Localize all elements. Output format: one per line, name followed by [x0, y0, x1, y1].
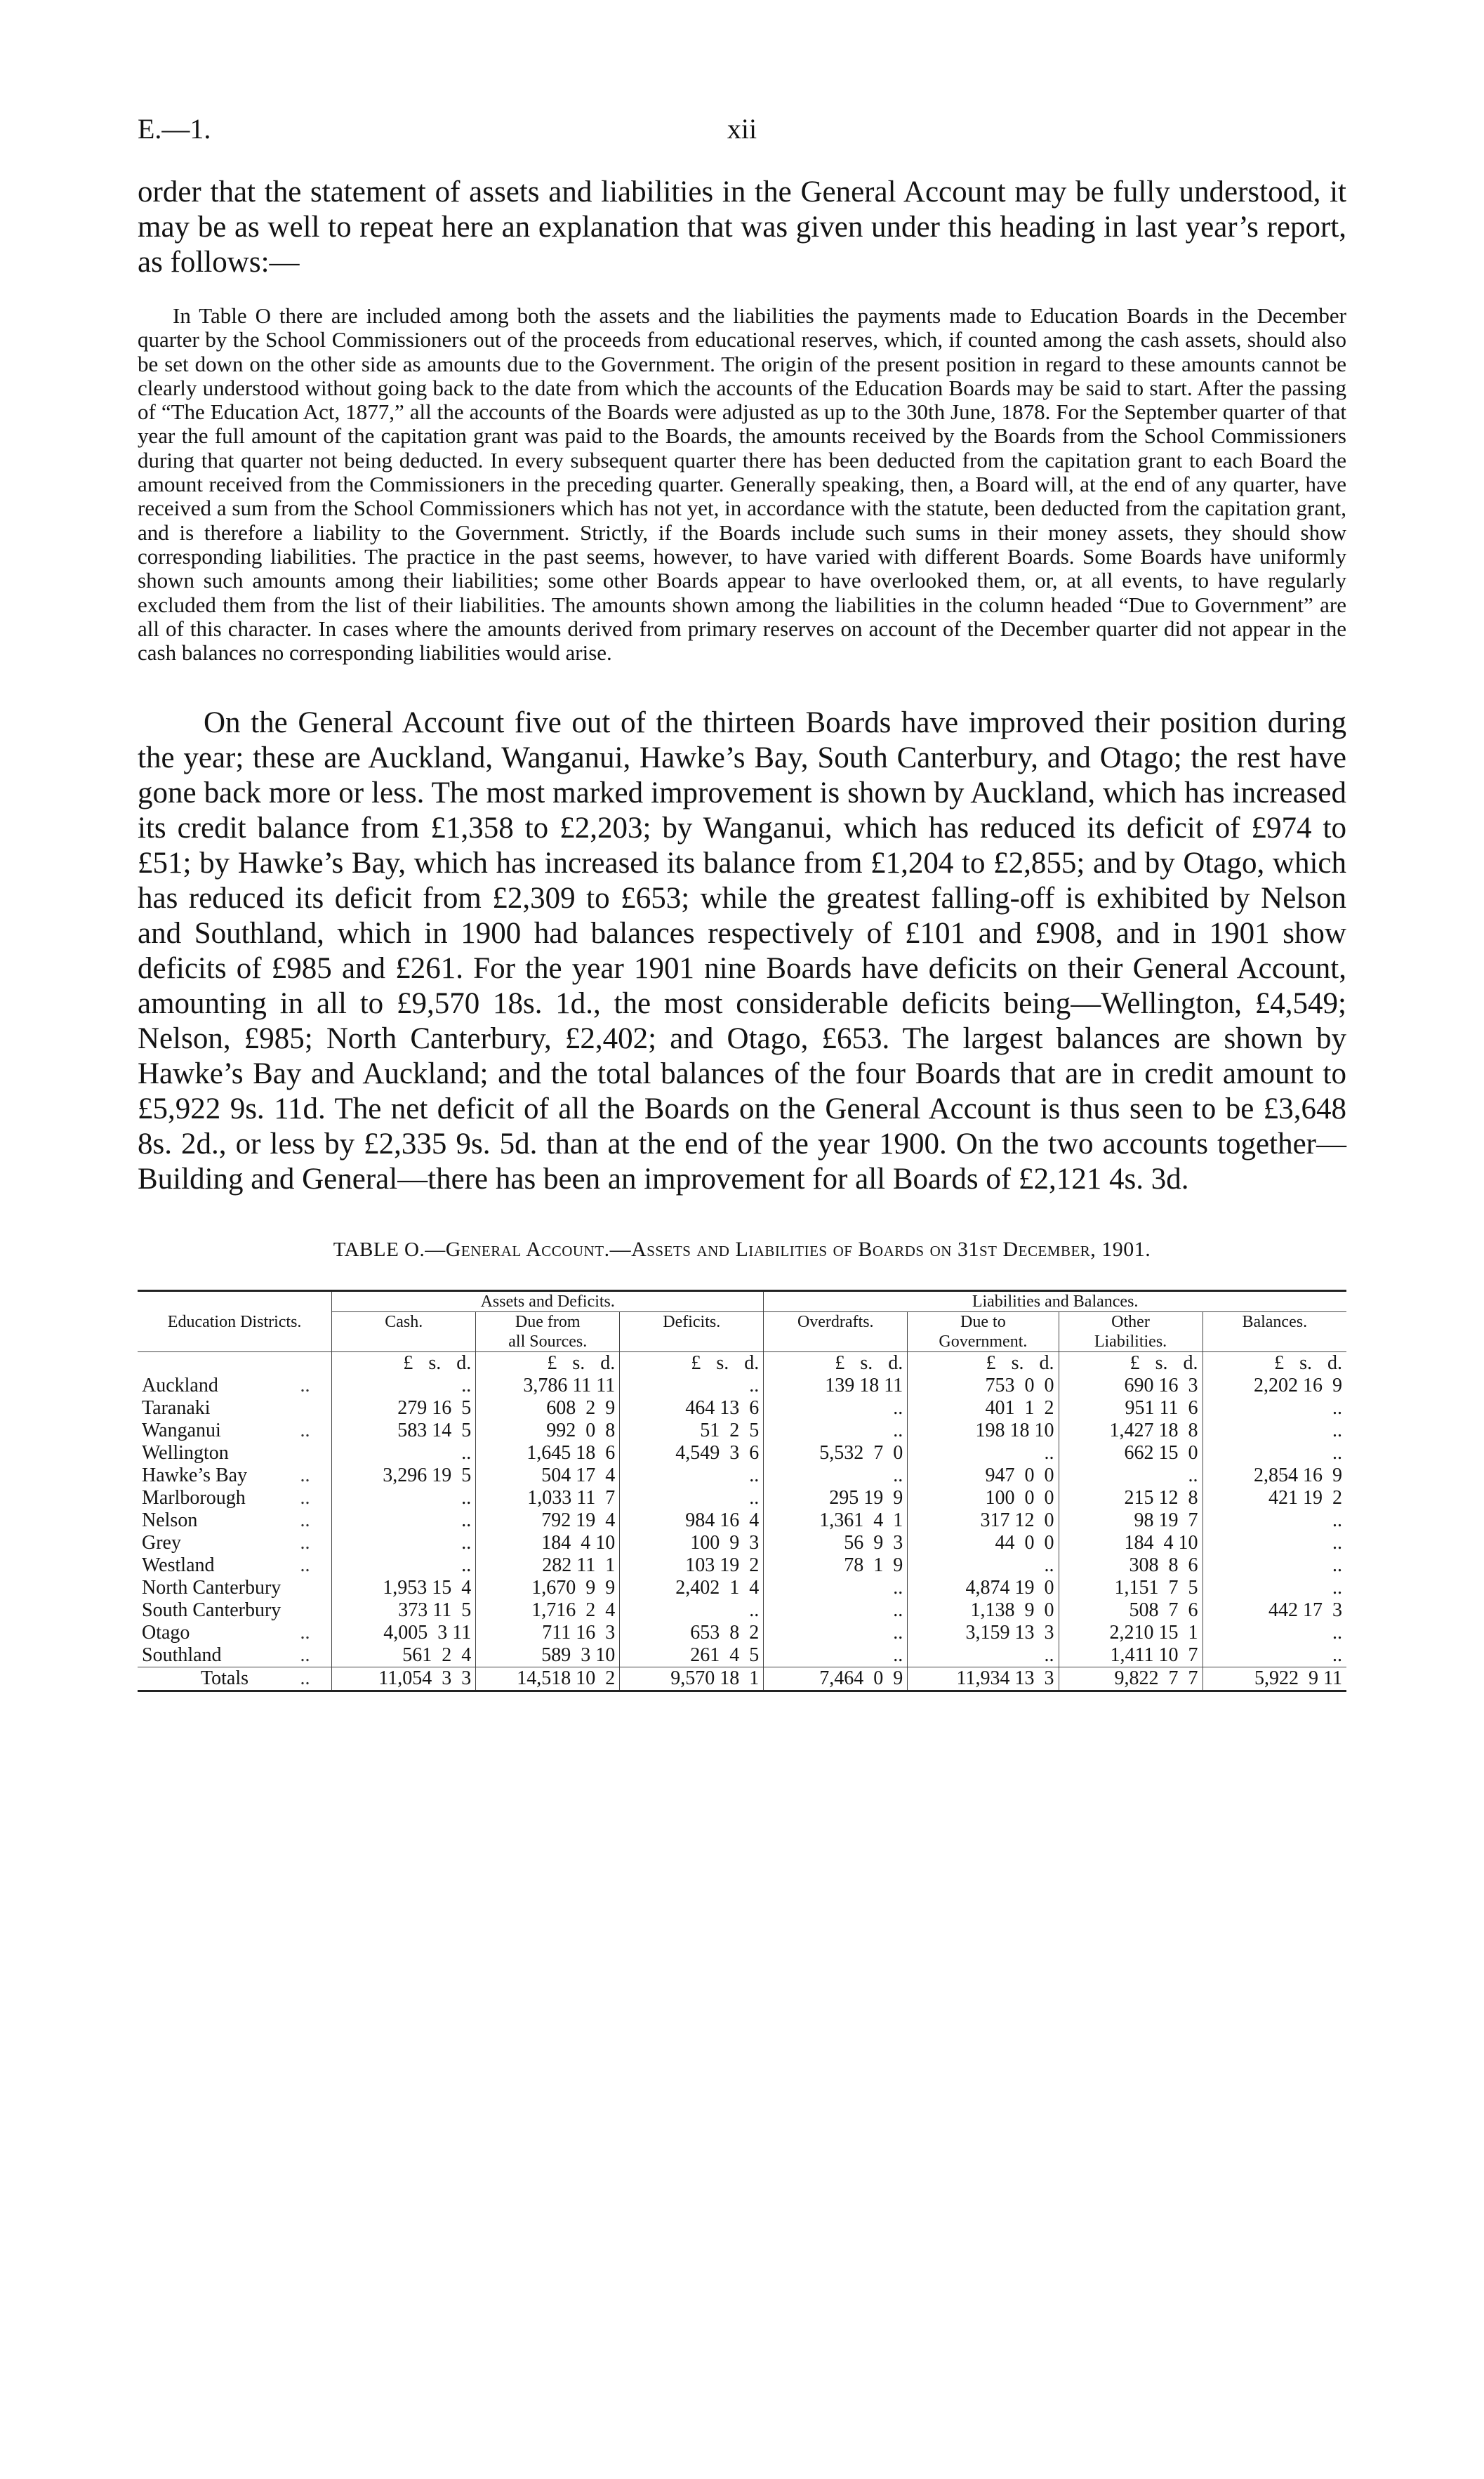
- district-name: North Canterbury: [142, 1577, 281, 1599]
- table-row: [138, 1622, 1346, 1644]
- unit-l: £: [403, 1352, 413, 1375]
- unit-l: £: [691, 1352, 701, 1375]
- table-row: [138, 1599, 1346, 1622]
- unit-s: s.: [572, 1352, 585, 1375]
- cell-overdrafts: 5,532 7 0: [764, 1442, 908, 1465]
- cell-due-from: 184 4 10: [476, 1532, 620, 1554]
- cell-balances: 2,202 16 9: [1203, 1375, 1346, 1397]
- cell-balances: ..: [1203, 1577, 1346, 1599]
- unit-d: d.: [888, 1352, 903, 1375]
- table-row: [138, 1577, 1346, 1599]
- table-row: [138, 1509, 1346, 1532]
- district-name: Westland: [142, 1554, 215, 1577]
- cell-due-to: ..: [908, 1644, 1059, 1667]
- district-name: Southland: [142, 1644, 222, 1667]
- quoted-explanation: In Table O there are included among both the assets and the liabilities the payments made to Education Boards in the December quarter by the School Commissioners out of the proceeds from educational reserves, which, if counted among the cash assets, should also be set down on the other side as amounts due to the Government. The origin of the present position in regard to these amounts cannot be clearly understood without going back to the date from which the accounts of the Education Boards may be said to start. After the passing of “The Education Act, 1877,” all the accounts of the Boards were adjusted as up to the 30th June, 1878. For the September quarter of that year the full amount of the capitation grant was paid to the Boards, the amounts received by the Boards from the School Commissioners during that quarter not being deducted. In every subsequent quarter there has been deducted from the capitation grant to each Board the amount received from the Commissioners in the preceding quarter. Generally speaking, then, a Board will, at the end of any quarter, have received a sum from the School Commissioners which has not yet, in accordance with the statute, been deducted from the capitation grant, and is therefore a liability to the Government. Strictly, if the Boards include such sums in their money assets, they should show corresponding liabilities. The practice in the past seems, however, to have varied with different Boards. Some Boards have uniformly shown such amounts among their liabilities; some other Boards appear to have overlooked them, or, at all events, to have regularly excluded them from the list of their liabilities. The amounts shown among the liabilities in the column headed “Due to Government” are all of this character. In cases where the amounts derived from primary reserves on account of the December quarter did not appear in the cash balances no corresponding liabilities would arise.: [138, 303, 1346, 666]
- cell-due-to: 947 0 0: [908, 1465, 1059, 1487]
- unit-l: £: [986, 1352, 996, 1375]
- document-reference: E.—1.: [138, 113, 211, 145]
- cell-overdrafts: ..: [764, 1644, 908, 1667]
- leader-dots: ..: [300, 1487, 310, 1509]
- unit-d: d.: [456, 1352, 472, 1375]
- general-account-paragraph: On the General Account five out of the thirteen Boards have improved their position during the year; these are Auckland, Wanganui, Hawke’s Bay, South Canterbury, and Otago; the rest have gone back more or less. The most marked improvement is shown by Auckland, which has increased its credit balance from £1,358 to £2,203; by Wanganui, which has reduced its deficit of £974 to £51; by Hawke’s Bay, which has increased its balance from £1,204 to £2,855; and by Otago, which has reduced its deficit from £2,309 to £653; while the greatest falling-off is exhibited by Nelson and Southland, which in 1900 had balances respectively of £101 and £908, and in 1901 show deficits of £985 and £261. For the year 1901 nine Boards have deficits on their General Account, amounting in all to £9,570 18s. 1d., the most considerable deficits being—Wellington, £4,549; Nelson, £985; North Canterbury, £2,402; and Otago, £653. The largest balances are shown by Hawke’s Bay and Auckland; and the total balances of the four Boards that are in credit amount to £5,922 9s. 11d. The net deficit of all the Boards on the General Account is thus seen to be £3,648 8s. 2d., or less by £2,335 9s. 5d. than at the end of the year 1900. On the two accounts together—Building and General—there has been an improvement for all Boards of £2,121 4s. 3d.: [138, 706, 1346, 1196]
- table-row: [138, 1487, 1346, 1509]
- district-name: Grey: [142, 1532, 181, 1554]
- unit-l: £: [1274, 1352, 1285, 1375]
- group-assets-deficits: Assets and Deficits.: [332, 1292, 764, 1312]
- cell-due-to: 11,934 13 3: [908, 1667, 1059, 1691]
- leader-dots: ..: [300, 1465, 310, 1487]
- district-name: Taranaki: [142, 1397, 211, 1420]
- cell-cash: 11,054 3 3: [332, 1667, 476, 1691]
- cell-due-from: 14,518 10 2: [476, 1667, 620, 1691]
- unit-d: d.: [744, 1352, 760, 1375]
- cell-cash: ..: [332, 1554, 476, 1577]
- leader-dots: [296, 1599, 332, 1622]
- cell-deficits: ..: [620, 1465, 764, 1487]
- cell-other: 98 19 7: [1059, 1509, 1203, 1532]
- cell-other: 2,210 15 1: [1059, 1622, 1203, 1644]
- cell-deficits: 261 4 5: [620, 1644, 764, 1667]
- cell-due-to: 317 12 0: [908, 1509, 1059, 1532]
- unit-s: s.: [716, 1352, 729, 1375]
- table-row: [138, 1532, 1346, 1554]
- cell-other: 951 11 6: [1059, 1397, 1203, 1420]
- cell-due-from: 792 19 4: [476, 1509, 620, 1532]
- cell-other: ..: [1059, 1465, 1203, 1487]
- unit-l: £: [1129, 1352, 1140, 1375]
- cell-other: 184 4 10: [1059, 1532, 1203, 1554]
- cell-due-to: 44 0 0: [908, 1532, 1059, 1554]
- unit-label: [1203, 1352, 1346, 1375]
- unit-s: s.: [1011, 1352, 1024, 1375]
- cell-balances: ..: [1203, 1509, 1346, 1532]
- col-due-from: [476, 1312, 620, 1352]
- cell-overdrafts: ..: [764, 1599, 908, 1622]
- cell-balances: 421 19 2: [1203, 1487, 1346, 1509]
- cell-overdrafts: 139 18 11: [764, 1375, 908, 1397]
- cell-cash: ..: [332, 1532, 476, 1554]
- page-number: xii: [727, 113, 757, 145]
- unit-s: s.: [1155, 1352, 1168, 1375]
- cell-balances: ..: [1203, 1532, 1346, 1554]
- cell-due-from: 3,786 11 11: [476, 1375, 620, 1397]
- unit-s: s.: [428, 1352, 442, 1375]
- cell-due-to: 100 0 0: [908, 1487, 1059, 1509]
- cell-overdrafts: 295 19 9: [764, 1487, 908, 1509]
- cell-due-to: 1,138 9 0: [908, 1599, 1059, 1622]
- cell-due-from: 504 17 4: [476, 1465, 620, 1487]
- cell-due-to: 3,159 13 3: [908, 1622, 1059, 1644]
- table-row: [138, 1420, 1346, 1442]
- district-name: Auckland: [142, 1375, 218, 1397]
- district-name: Otago: [142, 1622, 190, 1644]
- district-name: South Canterbury: [142, 1599, 281, 1622]
- cell-overdrafts: ..: [764, 1465, 908, 1487]
- col-other-line2: Liabilities.: [1094, 1333, 1167, 1351]
- cell-deficits: ..: [620, 1375, 764, 1397]
- cell-due-to: 198 18 10: [908, 1420, 1059, 1442]
- cell-due-from: 1,033 11 7: [476, 1487, 620, 1509]
- unit-label: [476, 1352, 620, 1375]
- cell-balances: ..: [1203, 1554, 1346, 1577]
- cell-cash: ..: [332, 1509, 476, 1532]
- totals-row: [138, 1667, 1346, 1691]
- cell-other: 662 15 0: [1059, 1442, 1203, 1465]
- unit-label: [1059, 1352, 1203, 1375]
- cell-due-from: 589 3 10: [476, 1644, 620, 1667]
- district-name: Wellington: [142, 1442, 229, 1465]
- unit-s: s.: [1299, 1352, 1312, 1375]
- cell-due-from: 1,716 2 4: [476, 1599, 620, 1622]
- col-deficits: Deficits.: [620, 1312, 764, 1352]
- leader-dots: ..: [300, 1509, 310, 1532]
- table-row: [138, 1644, 1346, 1667]
- cell-due-to: 401 1 2: [908, 1397, 1059, 1420]
- unit-label: [332, 1352, 476, 1375]
- district-name: Nelson: [142, 1509, 198, 1532]
- leader-dots: ..: [300, 1420, 310, 1442]
- cell-balances: ..: [1203, 1397, 1346, 1420]
- cell-cash: 3,296 19 5: [332, 1465, 476, 1487]
- district-name: Hawke’s Bay: [142, 1465, 248, 1487]
- unit-d: d.: [600, 1352, 616, 1375]
- cell-due-to: ..: [908, 1554, 1059, 1577]
- cell-due-to: 4,874 19 0: [908, 1577, 1059, 1599]
- unit-d: d.: [1039, 1352, 1054, 1375]
- col-due-from-line2: all Sources.: [508, 1333, 588, 1351]
- cell-other: 690 16 3: [1059, 1375, 1203, 1397]
- cell-overdrafts: 7,464 0 9: [764, 1667, 908, 1691]
- cell-overdrafts: ..: [764, 1577, 908, 1599]
- table-title-prefix: TABLE O.—: [333, 1238, 446, 1262]
- cell-balances: ..: [1203, 1622, 1346, 1644]
- cell-overdrafts: 78 1 9: [764, 1554, 908, 1577]
- cell-deficits: 984 16 4: [620, 1509, 764, 1532]
- cell-due-from: 282 11 1: [476, 1554, 620, 1577]
- leader-dots: [296, 1577, 332, 1599]
- cell-other: 9,822 7 7: [1059, 1667, 1203, 1691]
- cell-due-from: 711 16 3: [476, 1622, 620, 1644]
- cell-cash: 4,005 3 11: [332, 1622, 476, 1644]
- cell-due-from: 608 2 9: [476, 1397, 620, 1420]
- group-liabilities-balances: Liabilities and Balances.: [764, 1292, 1346, 1312]
- leader-dots: [296, 1397, 332, 1420]
- cell-overdrafts: ..: [764, 1622, 908, 1644]
- unit-l: £: [547, 1352, 557, 1375]
- unit-d: d.: [1183, 1352, 1198, 1375]
- leader-dots: ..: [296, 1667, 332, 1691]
- cell-deficits: ..: [620, 1487, 764, 1509]
- col-other-line1: Other: [1111, 1313, 1150, 1332]
- col-due-to-line1: Due to: [960, 1313, 1006, 1332]
- table-row: [138, 1465, 1346, 1487]
- cell-cash: 583 14 5: [332, 1420, 476, 1442]
- unit-row: [138, 1352, 1346, 1375]
- cell-due-from: 1,670 9 9: [476, 1577, 620, 1599]
- leader-dots: [296, 1442, 332, 1465]
- col-due-to-line2: Government.: [939, 1333, 1028, 1351]
- cell-other: 215 12 8: [1059, 1487, 1203, 1509]
- cell-overdrafts: ..: [764, 1420, 908, 1442]
- cell-deficits: 100 9 3: [620, 1532, 764, 1554]
- unit-label: [620, 1352, 764, 1375]
- unit-d: d.: [1327, 1352, 1342, 1375]
- page-header: [138, 112, 1346, 145]
- leader-dots: ..: [300, 1622, 310, 1644]
- cell-cash: ..: [332, 1442, 476, 1465]
- cell-balances: ..: [1203, 1442, 1346, 1465]
- cell-cash: 373 11 5: [332, 1599, 476, 1622]
- cell-overdrafts: 1,361 4 1: [764, 1509, 908, 1532]
- table-title-text: General Account.—Assets and Liabilities of Boards on 31st December, 1901.: [445, 1238, 1151, 1262]
- unit-l: £: [835, 1352, 845, 1375]
- leader-dots: ..: [300, 1375, 310, 1397]
- cell-balances: ..: [1203, 1420, 1346, 1442]
- col-due-from-line1: Due from: [515, 1313, 581, 1332]
- table-row: [138, 1397, 1346, 1420]
- leader-dots: ..: [300, 1554, 310, 1577]
- cell-cash: 279 16 5: [332, 1397, 476, 1420]
- cell-balances: 2,854 16 9: [1203, 1465, 1346, 1487]
- unit-label: [908, 1352, 1059, 1375]
- assets-liabilities-table: [138, 1290, 1346, 1692]
- col-cash: Cash.: [332, 1312, 476, 1352]
- cell-due-to: ..: [908, 1442, 1059, 1465]
- cell-deficits: 51 2 5: [620, 1420, 764, 1442]
- cell-overdrafts: 56 9 3: [764, 1532, 908, 1554]
- cell-other: 308 8 6: [1059, 1554, 1203, 1577]
- unit-s: s.: [860, 1352, 873, 1375]
- table-title: [138, 1238, 1346, 1262]
- col-overdrafts: Overdrafts.: [764, 1312, 908, 1352]
- cell-other: 1,151 7 5: [1059, 1577, 1203, 1599]
- cell-other: 1,427 18 8: [1059, 1420, 1203, 1442]
- cell-cash: ..: [332, 1375, 476, 1397]
- row-header: Education Districts.: [138, 1292, 332, 1352]
- cell-cash: ..: [332, 1487, 476, 1509]
- district-name: Marlborough: [142, 1487, 246, 1509]
- cell-deficits: 9,570 18 1: [620, 1667, 764, 1691]
- col-due-to: [908, 1312, 1059, 1352]
- cell-cash: 1,953 15 4: [332, 1577, 476, 1599]
- cell-balances: 5,922 9 11: [1203, 1667, 1346, 1691]
- col-other: [1059, 1312, 1203, 1352]
- cell-overdrafts: ..: [764, 1397, 908, 1420]
- cell-other: 1,411 10 7: [1059, 1644, 1203, 1667]
- cell-due-to: 753 0 0: [908, 1375, 1059, 1397]
- cell-due-from: 1,645 18 6: [476, 1442, 620, 1465]
- leader-dots: ..: [300, 1644, 310, 1667]
- document-page: [138, 112, 1346, 1692]
- cell-balances: 442 17 3: [1203, 1599, 1346, 1622]
- cell-deficits: ..: [620, 1599, 764, 1622]
- cell-other: 508 7 6: [1059, 1599, 1203, 1622]
- cell-cash: 561 2 4: [332, 1644, 476, 1667]
- leader-dots: ..: [300, 1532, 310, 1554]
- table-row: [138, 1554, 1346, 1577]
- unit-label: [764, 1352, 908, 1375]
- district-name: Totals: [138, 1667, 296, 1691]
- cell-deficits: 4,549 3 6: [620, 1442, 764, 1465]
- table-row: [138, 1442, 1346, 1465]
- intro-paragraph: order that the statement of assets and liabilities in the General Account may be fully understood, it may be as well to repeat here an explanation that was given under this heading in last year’s report, as follows:—: [138, 176, 1346, 279]
- cell-deficits: 653 8 2: [620, 1622, 764, 1644]
- cell-deficits: 103 19 2: [620, 1554, 764, 1577]
- district-name: Wanganui: [142, 1420, 221, 1442]
- col-balances: Balances.: [1203, 1312, 1346, 1352]
- cell-deficits: 464 13 6: [620, 1397, 764, 1420]
- cell-balances: ..: [1203, 1644, 1346, 1667]
- cell-deficits: 2,402 1 4: [620, 1577, 764, 1599]
- table-row: [138, 1375, 1346, 1397]
- cell-due-from: 992 0 8: [476, 1420, 620, 1442]
